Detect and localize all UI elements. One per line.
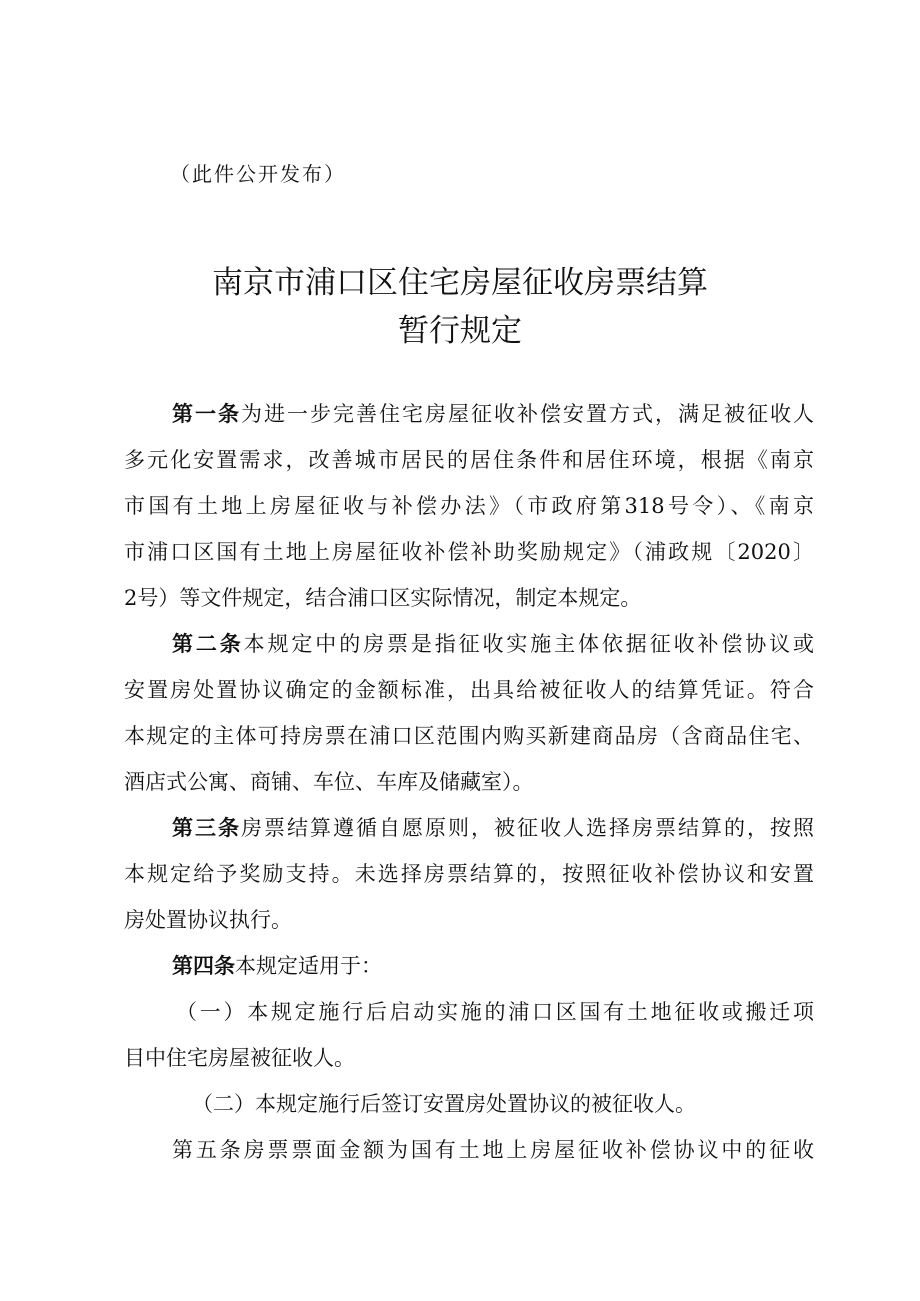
article-heading: 第四条 bbox=[172, 953, 235, 978]
document-title-line-1: 南京市浦口区住宅房屋征收房票结算 bbox=[212, 265, 708, 301]
article-2-line-3: 本规定的主体可持房票在浦口区范围内购买新建商品房（含商品住宅、 bbox=[124, 724, 814, 748]
article-1-line-1 bbox=[124, 391, 814, 437]
document-title-line-2: 暂行规定 bbox=[398, 313, 522, 349]
article-4-line-1 bbox=[124, 943, 814, 989]
document-body bbox=[124, 391, 814, 1173]
article-text: 本规定适用于： bbox=[235, 954, 382, 978]
article-text: 为进一步完善住宅房屋征收补偿安置方式，满足被征收人 bbox=[241, 402, 814, 426]
article-1-line-3: 市国有土地上房屋征收与补偿办法》（市政府第318号令）、《南京 bbox=[124, 494, 814, 518]
article-heading: 第一条 bbox=[172, 401, 241, 426]
article-text: 本规定中的房票是指征收实施主体依据征收补偿协议或 bbox=[243, 632, 814, 656]
publication-notice: （此件公开发布） bbox=[170, 162, 346, 186]
article-1-line-5: 2号）等文件规定，结合浦口区实际情况，制定本规定。 bbox=[124, 586, 642, 610]
article-2-line-1 bbox=[124, 621, 814, 667]
item-1-line-1: （一）本规定施行后启动实施的浦口区国有土地征收或搬迁项 bbox=[176, 1000, 814, 1024]
article-2-line-4: 酒店式公寓、商铺、车位、车库及储藏室）。 bbox=[124, 770, 534, 794]
item-2-line-1: （二）本规定施行后签订安置房处置协议的被征收人。 bbox=[192, 1092, 696, 1116]
article-3-line-1 bbox=[124, 805, 814, 851]
article-2-line-2: 安置房处置协议确定的金额标准，出具给被征收人的结算凭证。符合 bbox=[124, 678, 814, 702]
article-1-line-2: 多元化安置需求，改善城市居民的居住条件和居住环境，根据《南京 bbox=[124, 448, 814, 472]
article-5-line-1: 第五条房票票面金额为国有土地上房屋征收补偿协议中的征收 bbox=[172, 1138, 814, 1162]
article-heading: 第二条 bbox=[172, 631, 244, 656]
article-heading: 第三条 bbox=[172, 815, 241, 840]
article-3-line-2: 本规定给予奖励支持。未选择房票结算的，按照征收补偿协议和安置 bbox=[124, 862, 814, 886]
item-1-line-2: 目中住宅房屋被征收人。 bbox=[124, 1046, 355, 1070]
article-text: 房票结算遵循自愿原则，被征收人选择房票结算的，按照 bbox=[241, 816, 814, 840]
article-3-line-3: 房处置协议执行。 bbox=[124, 908, 292, 932]
article-1-line-4: 市浦口区国有土地上房屋征收补偿补助奖励规定》（浦政规〔2020〕 bbox=[124, 540, 814, 564]
